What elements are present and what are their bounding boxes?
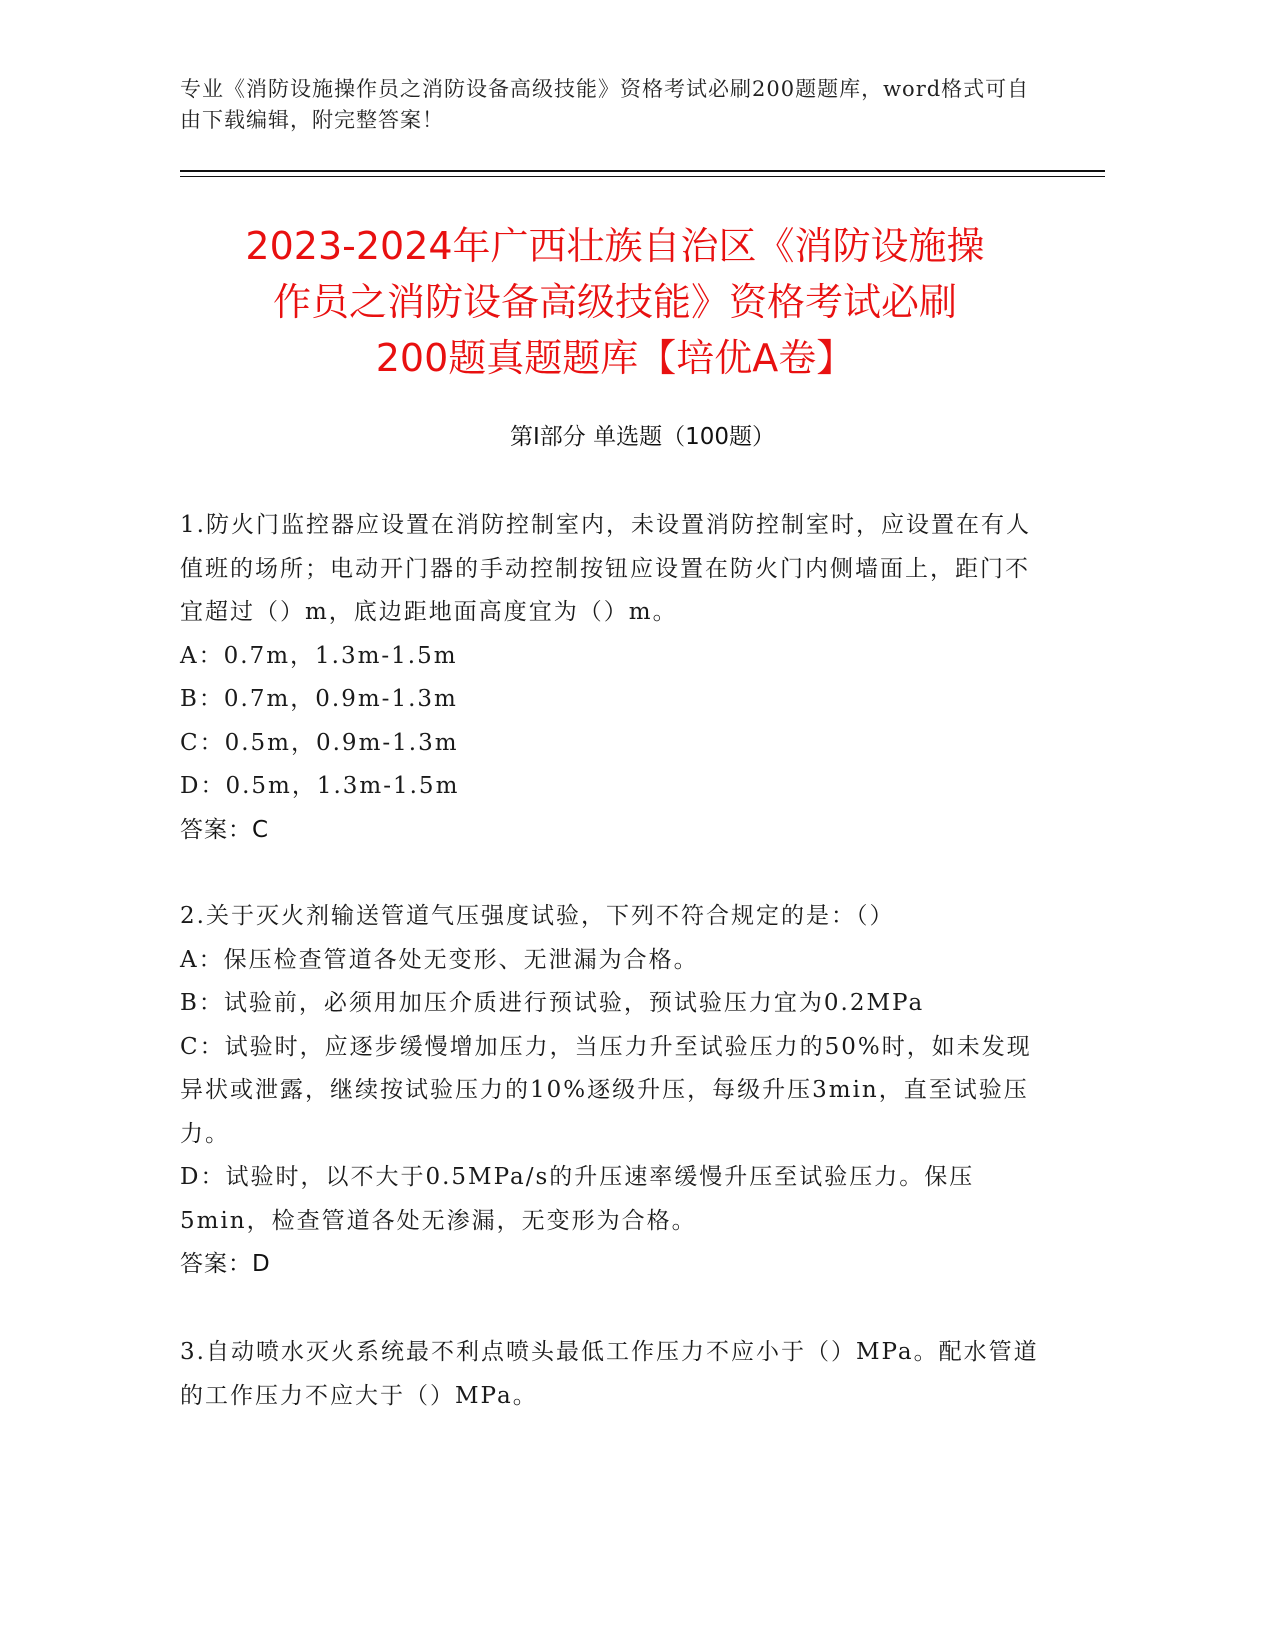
option-d: D：0.5m，1.3m-1.5m <box>180 773 460 799</box>
answer: 答案：C <box>180 816 270 843</box>
question-1 <box>180 504 1040 852</box>
document-title-line-3: 200题真题题库【培优A卷】 <box>375 336 855 380</box>
header-divider-thin <box>180 176 1105 177</box>
question-2 <box>180 895 1040 1287</box>
answer: 答案：D <box>180 1251 271 1277</box>
option-a: A：保压检查管道各处无变形、无泄漏为合格。 <box>180 946 699 973</box>
option-b: B：试验前，必须用加压介质进行预试验，预试验压力宜为0.2MPa <box>180 990 925 1016</box>
section-heading: 第Ⅰ部分 单选题（100题） <box>510 424 775 450</box>
document-title <box>170 218 1060 386</box>
question-3 <box>180 1331 1040 1418</box>
document-title-line-1: 2023-2024年广西壮族自治区《消防设施操 <box>245 224 985 268</box>
question-stem: 3.自动喷水灭火系统最不利点喷头最低工作压力不应小于（）MPa。配水管道的工作压力不应大于（）MPa。 <box>180 1339 1039 1409</box>
header-note: 专业《消防设施操作员之消防设备高级技能》资格考试必刷200题题库，word格式可自由下载编辑，附完整答案！ <box>180 77 1030 132</box>
header-divider-thick <box>180 170 1105 172</box>
option-b: B：0.7m，0.9m-1.3m <box>180 686 458 712</box>
option-c: C：试验时，应逐步缓慢增加压力，当压力升至试验压力的50%时，如未发现异状或泄露，继续按试验压力的10%逐级升压，每级升压3min，直至试验压力。 <box>180 1033 1032 1147</box>
option-d: D：试验时，以不大于0.5MPa/s的升压速率缓慢升压至试验压力。保压5min，检查管道各处无渗漏，无变形为合格。 <box>180 1164 975 1234</box>
option-c: C：0.5m，0.9m-1.3m <box>180 729 459 756</box>
question-stem: 2.关于灭火剂输送管道气压强度试验，下列不符合规定的是：（） <box>180 903 895 929</box>
question-stem: 1.防火门监控器应设置在消防控制室内，未设置消防控制室时，应设置在有人值班的场所；电动开门器的手动控制按钮应设置在防火门内侧墙面上，距门不宜超过（）m，底边距地面高度宜为（）m。 <box>180 512 1031 625</box>
document-title-line-2: 作员之消防设备高级技能》资格考试必刷 <box>272 280 957 324</box>
option-a: A：0.7m，1.3m-1.5m <box>180 642 458 669</box>
